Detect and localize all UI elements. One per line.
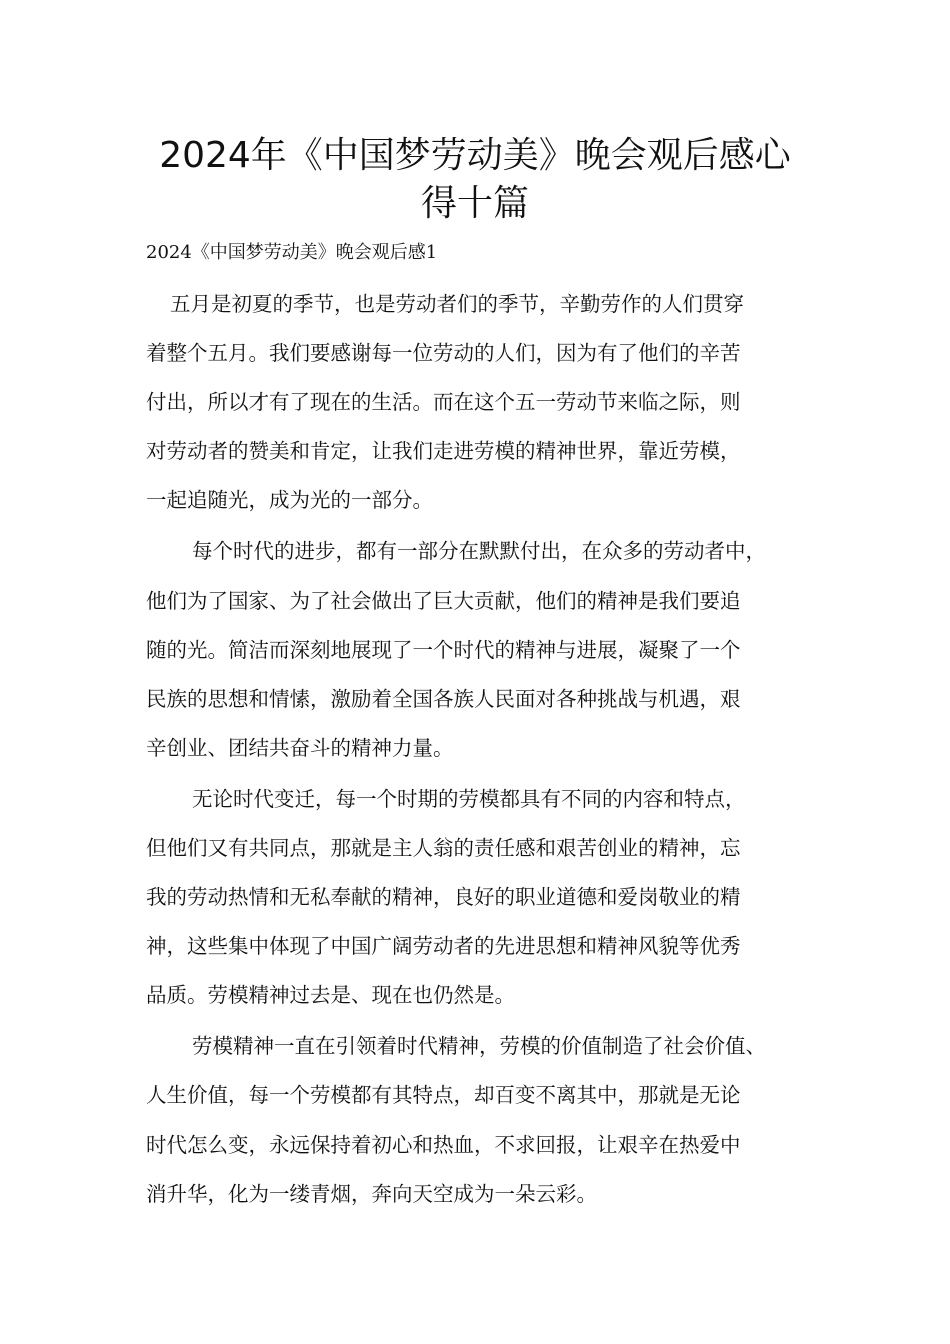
paragraph-1-line-1: 五月是初夏的季节，也是劳动者们的季节，辛勤劳作的人们贯穿 xyxy=(170,292,744,316)
document-title-line-2: 得十篇 xyxy=(420,183,529,224)
paragraph-3-line-3: 我的劳动热情和无私奉献的精神，良好的职业道德和爱岗敬业的精 xyxy=(146,885,741,909)
paragraph-2-line-3: 随的光。简洁而深刻地展现了一个时代的精神与进展，凝聚了一个 xyxy=(146,638,741,662)
paragraph-1-line-3: 付出，所以才有了现在的生活。而在这个五一劳动节来临之际，则 xyxy=(146,390,741,414)
paragraph-4-line-3: 时代怎么变，永远保持着初心和热血，不求回报，让艰辛在热爱中 xyxy=(146,1133,741,1157)
paragraph-3-line-5: 品质。劳模精神过去是、现在也仍然是。 xyxy=(146,983,515,1007)
paragraph-3-line-2: 但他们又有共同点，那就是主人翁的责任感和艰苦创业的精神，忘 xyxy=(146,836,741,860)
paragraph-2-line-2: 他们为了国家、为了社会做出了巨大贡献，他们的精神是我们要追 xyxy=(146,589,741,613)
paragraph-4-line-2: 人生价值，每一个劳模都有其特点，却百变不离其中，那就是无论 xyxy=(146,1083,741,1107)
paragraph-1-line-5: 一起追随光，成为光的一部分。 xyxy=(146,488,433,512)
paragraph-2-line-5: 辛创业、团结共奋斗的精神力量。 xyxy=(146,736,454,760)
section-heading: 2024《中国梦劳动美》晚会观后感1 xyxy=(146,242,438,263)
paragraph-3-line-1: 无论时代变迁，每一个时期的劳模都具有不同的内容和特点， xyxy=(192,787,746,811)
paragraph-3-line-4: 神，这些集中体现了中国广阔劳动者的先进思想和精神风貌等优秀 xyxy=(146,934,741,958)
paragraph-4-line-4: 消升华，化为一缕青烟，奔向天空成为一朵云彩。 xyxy=(146,1182,597,1206)
paragraph-2-line-1: 每个时代的进步，都有一部分在默默付出，在众多的劳动者中， xyxy=(192,539,766,563)
paragraph-1-line-4: 对劳动者的赞美和肯定，让我们走进劳模的精神世界，靠近劳模， xyxy=(146,439,741,463)
document-title-line-1: 2024年《中国梦劳动美》晚会观后感心 xyxy=(159,135,791,176)
paragraph-1-line-2: 着整个五月。我们要感谢每一位劳动的人们，因为有了他们的辛苦 xyxy=(146,341,741,365)
paragraph-4-line-1: 劳模精神一直在引领着时代精神，劳模的价值制造了社会价值、 xyxy=(192,1034,766,1058)
paragraph-2-line-4: 民族的思想和情愫，激励着全国各族人民面对各种挑战与机遇，艰 xyxy=(146,687,741,711)
